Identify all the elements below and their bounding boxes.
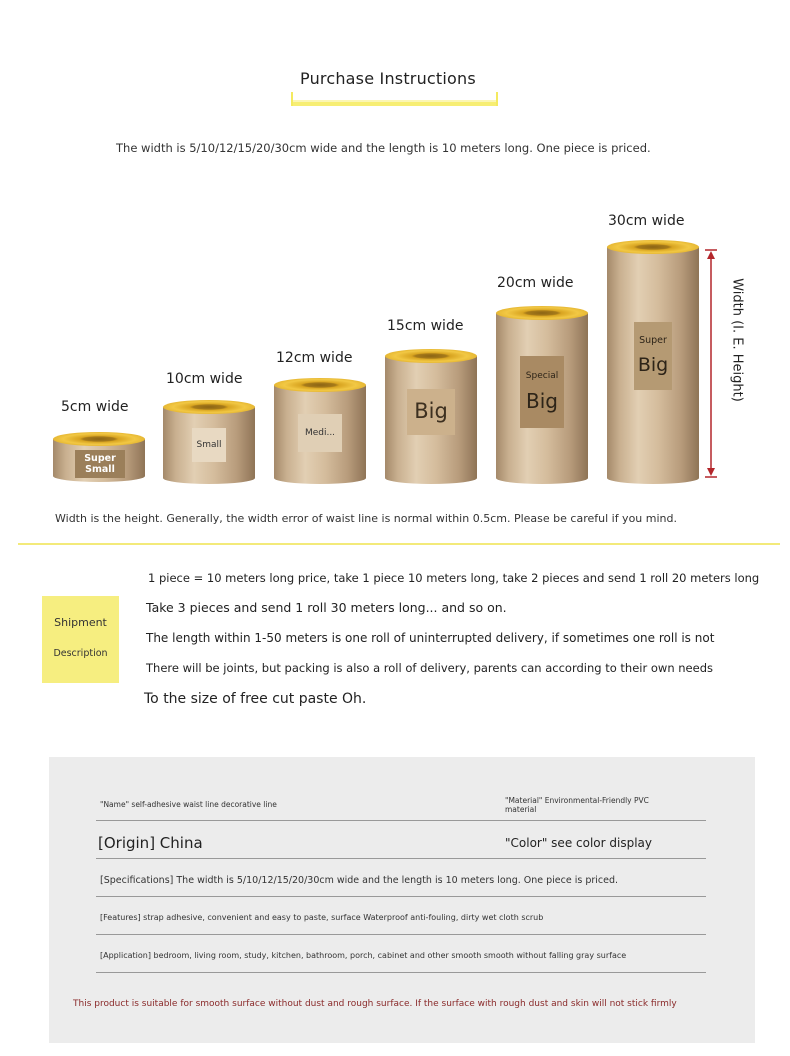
roll-label-5cm: 5cm wide <box>61 399 129 415</box>
info-application: [Application] bedroom, living room, study, kitchen, bathroom, porch, cabinet and other smooth smooth without falling gray surface <box>100 951 627 960</box>
roll-tag-20cm-line1: Special <box>525 370 559 381</box>
info-rule <box>96 896 706 897</box>
roll-tag-12cm <box>298 414 342 452</box>
info-rule <box>96 858 706 859</box>
roll-12cm <box>274 378 366 484</box>
roll-tag-15cm-line1: Big <box>414 399 448 424</box>
roll-15cm <box>385 349 477 484</box>
shipment-badge-line2: Description <box>53 648 108 659</box>
info-origin: [Origin] China <box>98 834 203 852</box>
roll-tag-15cm <box>407 389 455 435</box>
roll-label-20cm: 20cm wide <box>497 275 574 291</box>
roll-tag-5cm-line1: Super <box>84 452 116 464</box>
info-specifications: [Specifications] The width is 5/10/12/15/20/30cm wide and the length is 10 meters long. One piece is priced. <box>100 875 619 886</box>
roll-tag-10cm-line1: Small <box>196 439 222 450</box>
roll-label-15cm: 15cm wide <box>387 318 464 334</box>
info-rule <box>96 934 706 935</box>
roll-tag-5cm <box>75 450 125 478</box>
roll-label-10cm: 10cm wide <box>166 371 243 387</box>
height-label-text: Width (I. E. Height) <box>729 278 745 402</box>
roll-tag-30cm-line1: Super <box>639 334 667 346</box>
roll-label-30cm: 30cm wide <box>608 213 685 229</box>
shipment-line-3: The length within 1-50 meters is one roll of uninterrupted delivery, if sometimes one roll is not <box>146 631 715 645</box>
height-arrow-icon <box>705 249 717 478</box>
roll-tag-20cm-line2: Big <box>526 389 558 414</box>
roll-20cm <box>496 306 588 484</box>
shipment-line-4: There will be joints, but packing is also a roll of delivery, parents can according to their own needs <box>146 661 713 675</box>
roll-tag-12cm-line1: Medi... <box>304 427 336 438</box>
width-note: Width is the height. Generally, the width error of waist line is normal within 0.5cm. Please be careful if you mind. <box>55 512 677 525</box>
roll-10cm <box>163 400 255 484</box>
roll-label-12cm: 12cm wide <box>276 350 353 366</box>
shipment-line-2: Take 3 pieces and send 1 roll 30 meters long... and so on. <box>146 600 507 615</box>
info-features: [Features] strap adhesive, convenient and easy to paste, surface Waterproof anti-fouling, dirty wet cloth scrub <box>100 913 544 922</box>
roll-5cm <box>53 432 145 482</box>
roll-tag-30cm <box>634 322 672 390</box>
roll-tag-5cm-line2: Small <box>85 464 115 475</box>
height-label <box>727 250 747 430</box>
intro-text: The width is 5/10/12/15/20/30cm wide and the length is 10 meters long. One piece is priced. <box>116 141 651 155</box>
info-material-line1: "Material" Environmental-Friendly PVC <box>505 796 649 805</box>
info-material <box>505 796 649 814</box>
info-color: "Color" see color display <box>505 836 652 850</box>
info-rule <box>96 820 706 821</box>
info-rule <box>96 972 706 973</box>
title-underline <box>291 92 498 106</box>
roll-tag-30cm-line2: Big <box>637 354 669 377</box>
shipment-badge <box>42 596 119 683</box>
info-name: "Name" self-adhesive waist line decorative line <box>100 800 277 809</box>
surface-disclaimer: This product is suitable for smooth surface without dust and rough surface. If the surface with rough dust and skin will not stick firmly <box>73 999 677 1009</box>
shipment-line-5: To the size of free cut paste Oh. <box>144 691 367 707</box>
section-divider <box>18 543 780 545</box>
roll-30cm <box>607 240 699 484</box>
roll-tag-10cm <box>192 428 226 462</box>
info-material-line2: material <box>505 805 537 814</box>
roll-tag-20cm <box>520 356 564 428</box>
page-title: Purchase Instructions <box>300 69 476 88</box>
shipment-badge-line1: Shipment <box>54 616 107 629</box>
shipment-line-1: 1 piece = 10 meters long price, take 1 piece 10 meters long, take 2 pieces and send 1 roll 20 meters long <box>148 571 760 585</box>
